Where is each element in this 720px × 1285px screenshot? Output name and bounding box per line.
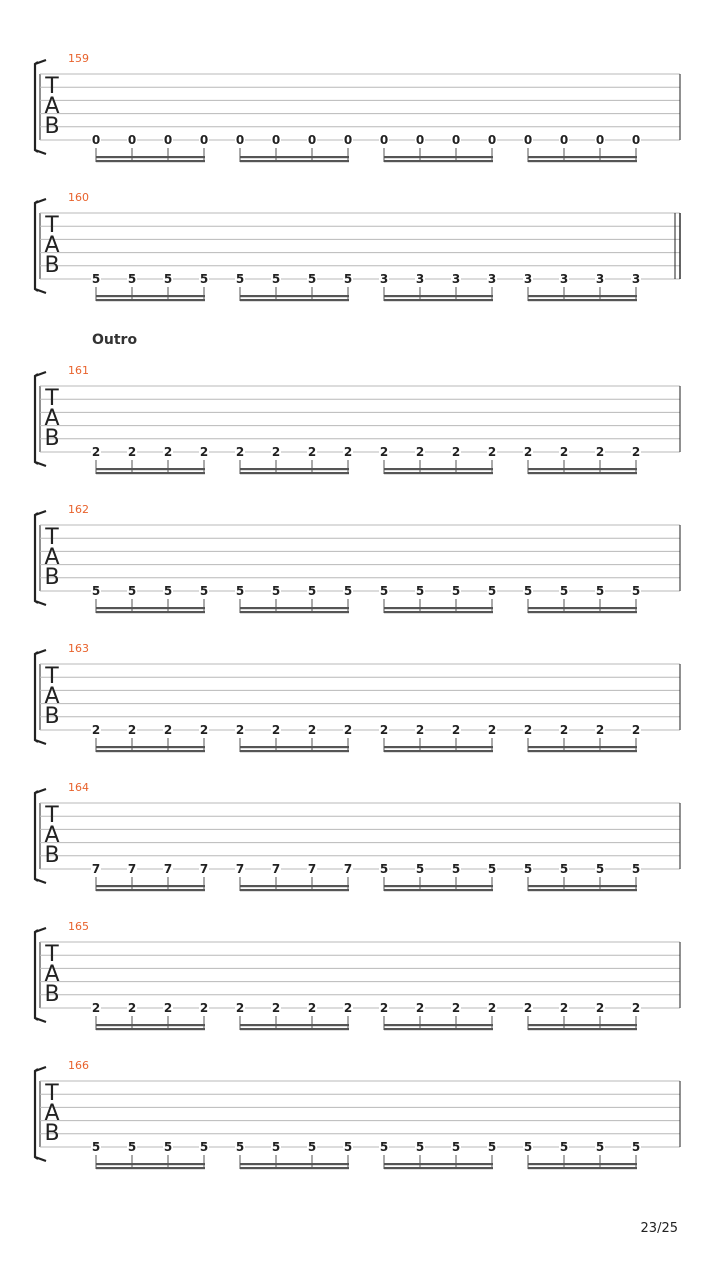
tab-clef-letter: B <box>44 704 60 729</box>
fret-number: 2 <box>559 1001 569 1015</box>
beam <box>96 1028 205 1030</box>
measure-number: 163 <box>68 642 89 655</box>
fret-number: 2 <box>559 445 569 459</box>
beam <box>96 750 205 752</box>
fret-number: 5 <box>523 862 533 876</box>
fret-number: 5 <box>199 1140 209 1154</box>
fret-number: 0 <box>163 133 173 147</box>
tab-clef-letter: T <box>45 803 59 828</box>
fret-number: 5 <box>379 862 389 876</box>
fret-number: 2 <box>127 1001 137 1015</box>
fret-number: 5 <box>163 584 173 598</box>
fret-number: 2 <box>487 1001 497 1015</box>
beam <box>240 472 349 474</box>
fret-number: 2 <box>199 723 209 737</box>
fret-number: 5 <box>487 584 497 598</box>
beam <box>240 156 349 158</box>
fret-number: 0 <box>271 133 281 147</box>
fret-number: 2 <box>163 723 173 737</box>
fret-number: 7 <box>343 862 353 876</box>
beam <box>384 1024 493 1026</box>
beam <box>240 1024 349 1026</box>
fret-number: 2 <box>343 723 353 737</box>
beam <box>528 746 637 748</box>
tab-system <box>35 1059 680 1169</box>
beam <box>240 611 349 613</box>
beam <box>96 889 205 891</box>
fret-number: 3 <box>631 272 641 286</box>
beam <box>528 1167 637 1169</box>
fret-number: 2 <box>415 445 425 459</box>
fret-number: 2 <box>199 445 209 459</box>
beam <box>384 611 493 613</box>
fret-number: 5 <box>415 862 425 876</box>
beam <box>528 160 637 162</box>
measure-number: 164 <box>68 781 89 794</box>
fret-number: 5 <box>631 584 641 598</box>
fret-number: 2 <box>451 445 461 459</box>
beam <box>384 1028 493 1030</box>
beam <box>528 607 637 609</box>
fret-number: 2 <box>379 445 389 459</box>
fret-number: 3 <box>451 272 461 286</box>
beam <box>528 299 637 301</box>
fret-number: 5 <box>379 584 389 598</box>
fret-number: 5 <box>235 1140 245 1154</box>
fret-number: 5 <box>559 862 569 876</box>
beam <box>96 611 205 613</box>
beam <box>528 1024 637 1026</box>
beam <box>384 750 493 752</box>
tab-system <box>35 191 680 301</box>
tab-system <box>35 364 680 474</box>
fret-number: 0 <box>451 133 461 147</box>
beam <box>384 472 493 474</box>
beam <box>528 468 637 470</box>
tab-clef-letter: T <box>45 74 59 99</box>
measure-number: 159 <box>68 52 89 65</box>
fret-number: 2 <box>451 1001 461 1015</box>
tab-system <box>35 52 680 162</box>
fret-number: 2 <box>307 445 317 459</box>
fret-number: 5 <box>523 584 533 598</box>
measure-number: 161 <box>68 364 89 377</box>
fret-number: 5 <box>127 1140 137 1154</box>
tab-system <box>35 781 680 891</box>
fret-number: 0 <box>199 133 209 147</box>
fret-number: 5 <box>343 272 353 286</box>
fret-number: 3 <box>559 272 569 286</box>
fret-number: 7 <box>163 862 173 876</box>
measure-number: 162 <box>68 503 89 516</box>
measure-number: 160 <box>68 191 89 204</box>
fret-number: 2 <box>559 723 569 737</box>
fret-number: 2 <box>415 723 425 737</box>
fret-number: 5 <box>235 584 245 598</box>
fret-number: 5 <box>451 862 461 876</box>
tab-clef-letter: T <box>45 386 59 411</box>
fret-number: 0 <box>343 133 353 147</box>
tab-clef-letter: A <box>44 545 60 570</box>
fret-number: 2 <box>523 1001 533 1015</box>
fret-number: 0 <box>127 133 137 147</box>
beam <box>96 472 205 474</box>
beam <box>240 1167 349 1169</box>
tab-clef-letter: T <box>45 525 59 550</box>
fret-number: 5 <box>199 272 209 286</box>
fret-number: 5 <box>343 1140 353 1154</box>
tab-clef-letter: A <box>44 406 60 431</box>
fret-number: 2 <box>487 445 497 459</box>
fret-number: 7 <box>271 862 281 876</box>
fret-number: 2 <box>235 445 245 459</box>
fret-number: 5 <box>487 1140 497 1154</box>
fret-number: 0 <box>91 133 101 147</box>
fret-number: 5 <box>271 272 281 286</box>
fret-number: 0 <box>415 133 425 147</box>
beam <box>240 1163 349 1165</box>
fret-number: 2 <box>379 723 389 737</box>
tab-clef-letter: A <box>44 823 60 848</box>
fret-number: 2 <box>163 445 173 459</box>
beam <box>240 468 349 470</box>
tab-clef-letter: B <box>44 565 60 590</box>
fret-number: 0 <box>631 133 641 147</box>
beam <box>96 607 205 609</box>
fret-number: 5 <box>91 272 101 286</box>
beam <box>384 1163 493 1165</box>
fret-number: 2 <box>271 723 281 737</box>
fret-number: 2 <box>307 723 317 737</box>
beam <box>240 295 349 297</box>
beam <box>96 468 205 470</box>
fret-number: 7 <box>91 862 101 876</box>
fret-number: 5 <box>487 862 497 876</box>
fret-number: 2 <box>631 445 641 459</box>
fret-number: 5 <box>163 1140 173 1154</box>
tab-clef-letter: T <box>45 942 59 967</box>
beam <box>384 885 493 887</box>
fret-number: 2 <box>235 1001 245 1015</box>
fret-number: 3 <box>595 272 605 286</box>
beam <box>528 1028 637 1030</box>
fret-number: 5 <box>307 584 317 598</box>
fret-number: 0 <box>307 133 317 147</box>
beam <box>240 889 349 891</box>
fret-number: 5 <box>307 1140 317 1154</box>
tab-clef-letter: B <box>44 253 60 278</box>
fret-number: 2 <box>271 1001 281 1015</box>
fret-number: 3 <box>415 272 425 286</box>
fret-number: 2 <box>343 445 353 459</box>
fret-number: 3 <box>379 272 389 286</box>
fret-number: 2 <box>379 1001 389 1015</box>
beam <box>96 1163 205 1165</box>
beam <box>240 607 349 609</box>
fret-number: 5 <box>271 1140 281 1154</box>
fret-number: 5 <box>199 584 209 598</box>
fret-number: 5 <box>595 1140 605 1154</box>
beam <box>240 885 349 887</box>
fret-number: 5 <box>451 1140 461 1154</box>
fret-number: 5 <box>523 1140 533 1154</box>
fret-number: 5 <box>415 584 425 598</box>
tab-clef-letter: T <box>45 1081 59 1106</box>
fret-number: 5 <box>379 1140 389 1154</box>
tab-clef-letter: A <box>44 1101 60 1126</box>
beam <box>384 746 493 748</box>
fret-number: 5 <box>271 584 281 598</box>
fret-number: 2 <box>307 1001 317 1015</box>
beam <box>528 889 637 891</box>
tab-clef-letter: B <box>44 114 60 139</box>
beam <box>240 1028 349 1030</box>
tab-system <box>35 920 680 1030</box>
fret-number: 2 <box>595 723 605 737</box>
fret-number: 2 <box>631 1001 641 1015</box>
tab-clef-letter: A <box>44 684 60 709</box>
fret-number: 2 <box>595 1001 605 1015</box>
fret-number: 2 <box>451 723 461 737</box>
beam <box>528 611 637 613</box>
fret-number: 2 <box>271 445 281 459</box>
fret-number: 5 <box>91 584 101 598</box>
fret-number: 0 <box>595 133 605 147</box>
tab-clef-letter: B <box>44 982 60 1007</box>
fret-number: 2 <box>91 1001 101 1015</box>
fret-number: 0 <box>235 133 245 147</box>
beam <box>96 299 205 301</box>
fret-number: 0 <box>487 133 497 147</box>
beam <box>240 746 349 748</box>
fret-number: 2 <box>415 1001 425 1015</box>
tab-clef-letter: T <box>45 213 59 238</box>
page-number: 23/25 <box>640 1221 678 1236</box>
beam <box>240 299 349 301</box>
fret-number: 2 <box>91 445 101 459</box>
tab-clef-letter: T <box>45 664 59 689</box>
beam <box>528 295 637 297</box>
fret-number: 5 <box>307 272 317 286</box>
fret-number: 7 <box>307 862 317 876</box>
fret-number: 2 <box>163 1001 173 1015</box>
beam <box>384 160 493 162</box>
tab-clef-letter: A <box>44 233 60 258</box>
beam <box>96 885 205 887</box>
beam <box>96 1024 205 1026</box>
fret-number: 3 <box>487 272 497 286</box>
fret-number: 5 <box>631 862 641 876</box>
fret-number: 5 <box>559 1140 569 1154</box>
beam <box>528 885 637 887</box>
beam <box>528 1163 637 1165</box>
beam <box>528 472 637 474</box>
section-label-outro: Outro <box>92 332 138 348</box>
fret-number: 5 <box>415 1140 425 1154</box>
fret-number: 2 <box>523 445 533 459</box>
beam <box>384 468 493 470</box>
beam <box>384 156 493 158</box>
fret-number: 5 <box>559 584 569 598</box>
fret-number: 5 <box>595 862 605 876</box>
fret-number: 3 <box>523 272 533 286</box>
beam <box>96 1167 205 1169</box>
fret-number: 5 <box>127 272 137 286</box>
beam <box>384 607 493 609</box>
beam <box>96 746 205 748</box>
fret-number: 0 <box>559 133 569 147</box>
beam <box>96 160 205 162</box>
fret-number: 2 <box>235 723 245 737</box>
tab-system <box>35 503 680 613</box>
tab-clef-letter: B <box>44 1121 60 1146</box>
fret-number: 5 <box>451 584 461 598</box>
fret-number: 2 <box>595 445 605 459</box>
fret-number: 5 <box>595 584 605 598</box>
fret-number: 2 <box>523 723 533 737</box>
beam <box>528 750 637 752</box>
fret-number: 5 <box>91 1140 101 1154</box>
beam <box>384 295 493 297</box>
fret-number: 5 <box>163 272 173 286</box>
beam <box>384 299 493 301</box>
beam <box>96 295 205 297</box>
fret-number: 2 <box>127 445 137 459</box>
tab-clef-letter: B <box>44 426 60 451</box>
tab-clef-letter: A <box>44 94 60 119</box>
fret-number: 5 <box>631 1140 641 1154</box>
fret-number: 7 <box>199 862 209 876</box>
fret-number: 2 <box>91 723 101 737</box>
tab-clef-letter: B <box>44 843 60 868</box>
beam <box>528 156 637 158</box>
fret-number: 5 <box>343 584 353 598</box>
beam <box>384 889 493 891</box>
measure-number: 165 <box>68 920 89 933</box>
fret-number: 7 <box>127 862 137 876</box>
beam <box>240 750 349 752</box>
fret-number: 2 <box>487 723 497 737</box>
fret-number: 5 <box>127 584 137 598</box>
fret-number: 7 <box>235 862 245 876</box>
fret-number: 2 <box>199 1001 209 1015</box>
tab-system <box>35 642 680 752</box>
fret-number: 5 <box>235 272 245 286</box>
fret-number: 2 <box>127 723 137 737</box>
fret-number: 2 <box>343 1001 353 1015</box>
beam <box>384 1167 493 1169</box>
tab-clef-letter: A <box>44 962 60 987</box>
beam <box>96 156 205 158</box>
fret-number: 0 <box>523 133 533 147</box>
beam <box>240 160 349 162</box>
fret-number: 2 <box>631 723 641 737</box>
fret-number: 0 <box>379 133 389 147</box>
measure-number: 166 <box>68 1059 89 1072</box>
